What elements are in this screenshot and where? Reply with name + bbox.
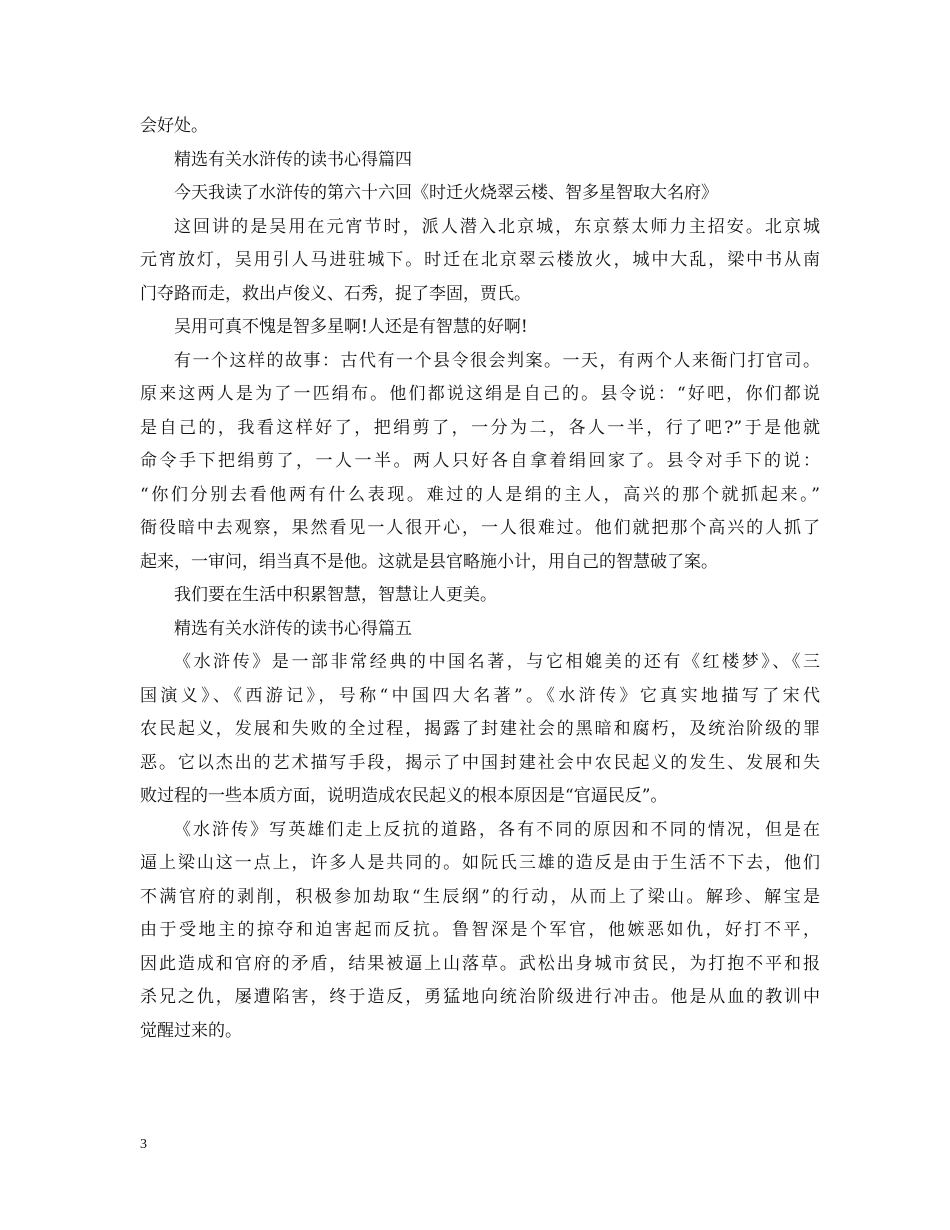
text-line: 杀兄之仇，屡遭陷害，终于造反，勇猛地向统治阶级进行冲击。他是从血的教训中 bbox=[140, 987, 820, 1007]
text-line: 会好处。 bbox=[140, 116, 208, 136]
text-line: 今天我读了水浒传的第六十六回《时迁火烧翠云楼、智多星智取大名府》 bbox=[174, 183, 718, 203]
text-line: 有一个这样的故事：古代有一个县令很会判案。一天，有两个人来衙门打官司。 bbox=[174, 350, 820, 371]
text-line: 不满官府的剥削，积极参加劫取“生辰纲”的行动，从而上了梁山。解珍、解宝是 bbox=[140, 886, 820, 907]
text-line: 精选有关水浒传的读书心得篇四 bbox=[174, 149, 412, 170]
page-number: 3 bbox=[140, 1137, 147, 1152]
text-line: 败过程的一些本质方面，说明造成农民起义的根本原因是“官逼民反”。 bbox=[140, 786, 668, 806]
text-line: 吴用可真不愧是智多星啊!人还是有智慧的好啊! bbox=[174, 317, 528, 337]
text-line: 觉醒过来的。 bbox=[140, 1020, 242, 1041]
text-line: 恶。它以杰出的艺术描写手段，揭示了中国封建社会中农民起义的发生、发展和失 bbox=[140, 752, 820, 773]
text-line: 逼上梁山这一点上，许多人是共同的。如阮氏三雄的造反是由于生活不下去，他们 bbox=[140, 853, 820, 873]
text-line: 《水浒传》是一部非常经典的中国名著，与它相媲美的还有《红楼梦》、《三 bbox=[174, 652, 820, 672]
text-line: “你们分别去看他两有什么表现。难过的人是绢的主人，高兴的那个就抓起来。” bbox=[140, 484, 820, 505]
text-line: 衙役暗中去观察，果然看见一人很开心，一人很难过。他们就把那个高兴的人抓了 bbox=[140, 518, 820, 538]
text-line: 原来这两人是为了一匹绢布。他们都说这绢是自己的。县令说：“好吧，你们都说 bbox=[140, 384, 820, 404]
text-line: 精选有关水浒传的读书心得篇五 bbox=[174, 618, 412, 639]
text-line: 是自己的，我看这样好了，把绢剪了，一分为二，各人一半，行了吧?”于是他就 bbox=[140, 417, 820, 438]
text-line: 农民起义，发展和失败的全过程，揭露了封建社会的黑暗和腐朽，及统治阶级的罪 bbox=[140, 719, 820, 739]
text-line: 命令手下把绢剪了，一人一半。两人只好各自拿着绢回家了。县令对手下的说： bbox=[140, 451, 820, 471]
text-line: 国演义》、《西游记》，号称“中国四大名著”。《水浒传》它真实地描写了宋代 bbox=[140, 685, 820, 706]
text-line: 门夺路而走，救出卢俊义、石秀，捉了李固，贾氏。 bbox=[140, 283, 531, 304]
text-line: 《水浒传》写英雄们走上反抗的道路，各有不同的原因和不同的情况，但是在 bbox=[174, 819, 820, 840]
text-line: 起来，一审问，绢当真不是他。这就是县官略施小计，用自己的智慧破了案。 bbox=[140, 551, 718, 572]
text-line: 由于受地主的掠夺和迫害起而反抗。鲁智深是个军官，他嫉恶如仇，好打不平， bbox=[140, 920, 820, 940]
text-line: 因此造成和官府的矛盾，结果被逼上山落草。武松出身城市贫民，为打抱不平和报 bbox=[140, 953, 820, 974]
text-line: 这回讲的是吴用在元宵节时，派人潜入北京城，东京蔡太师力主招安。北京城 bbox=[174, 216, 820, 237]
document-body bbox=[140, 110, 820, 1048]
text-line: 我们要在生活中积累智慧，智慧让人更美。 bbox=[174, 585, 497, 605]
text-line: 元宵放灯，吴用引人马进驻城下。时迁在北京翠云楼放火，城中大乱，梁中书从南 bbox=[140, 250, 820, 270]
